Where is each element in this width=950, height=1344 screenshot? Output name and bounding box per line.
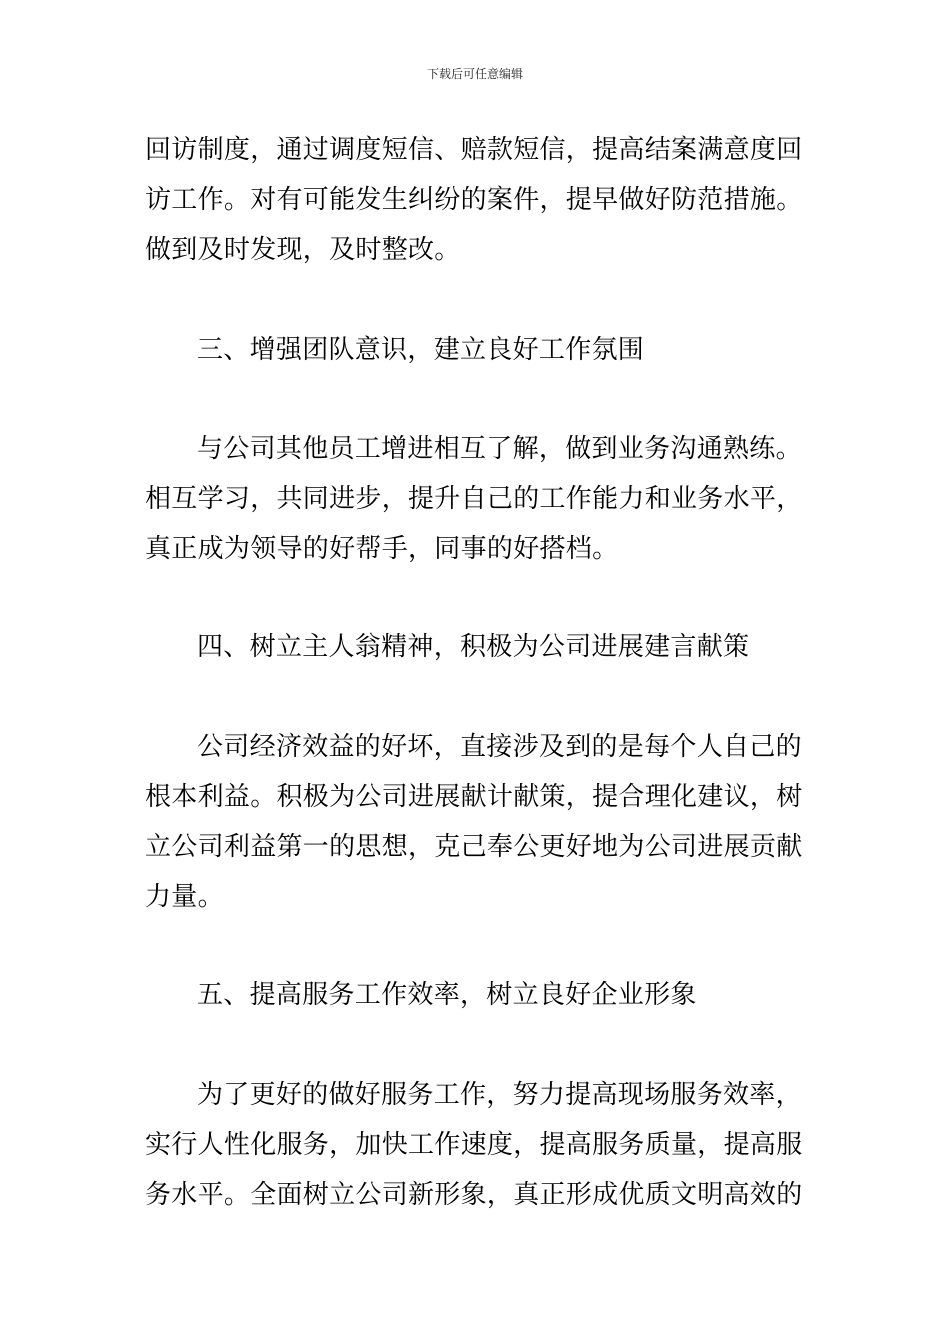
paragraph-line: 与公司其他员工增进相互了解，做到业务沟通熟练。 xyxy=(197,434,802,464)
paragraph-line: 做到及时发现，及时整改。 xyxy=(145,235,461,265)
paragraph-line: 实行人性化服务，加快工作速度，提高服务质量，提高服 xyxy=(145,1130,803,1160)
paragraph-line: 相互学习，共同进步，提升自己的工作能力和业务水平， xyxy=(145,484,803,514)
paragraph-line: 务水平。全面树立公司新形象，真正形成优质文明高效的 xyxy=(145,1180,803,1210)
section-heading: 四、树立主人翁精神，积极为公司进展建言献策 xyxy=(197,632,750,662)
paragraph-line: 力量。 xyxy=(145,882,224,912)
paragraph-line: 为了更好的做好服务工作，努力提高现场服务效率， xyxy=(197,1080,802,1110)
paragraph-line: 真正成为领导的好帮手，同事的好搭档。 xyxy=(145,534,619,564)
section-heading: 五、提高服务工作效率，树立良好企业形象 xyxy=(197,980,697,1010)
paragraph-line: 立公司利益第一的思想，克己奉公更好地为公司进展贡献 xyxy=(145,832,803,862)
page-header: 下载后可任意编辑 xyxy=(426,67,523,81)
paragraph-line: 根本利益。积极为公司进展献计献策，提合理化建议，树 xyxy=(145,782,803,812)
paragraph-line: 公司经济效益的好坏，直接涉及到的是每个人自己的 xyxy=(197,732,802,762)
section-heading: 三、增强团队意识，建立良好工作氛围 xyxy=(197,335,645,365)
paragraph-line: 访工作。对有可能发生纠纷的案件，提早做好防范措施。 xyxy=(145,185,803,215)
paragraph-line: 回访制度，通过调度短信、赔款短信，提高结案满意度回 xyxy=(145,135,803,165)
